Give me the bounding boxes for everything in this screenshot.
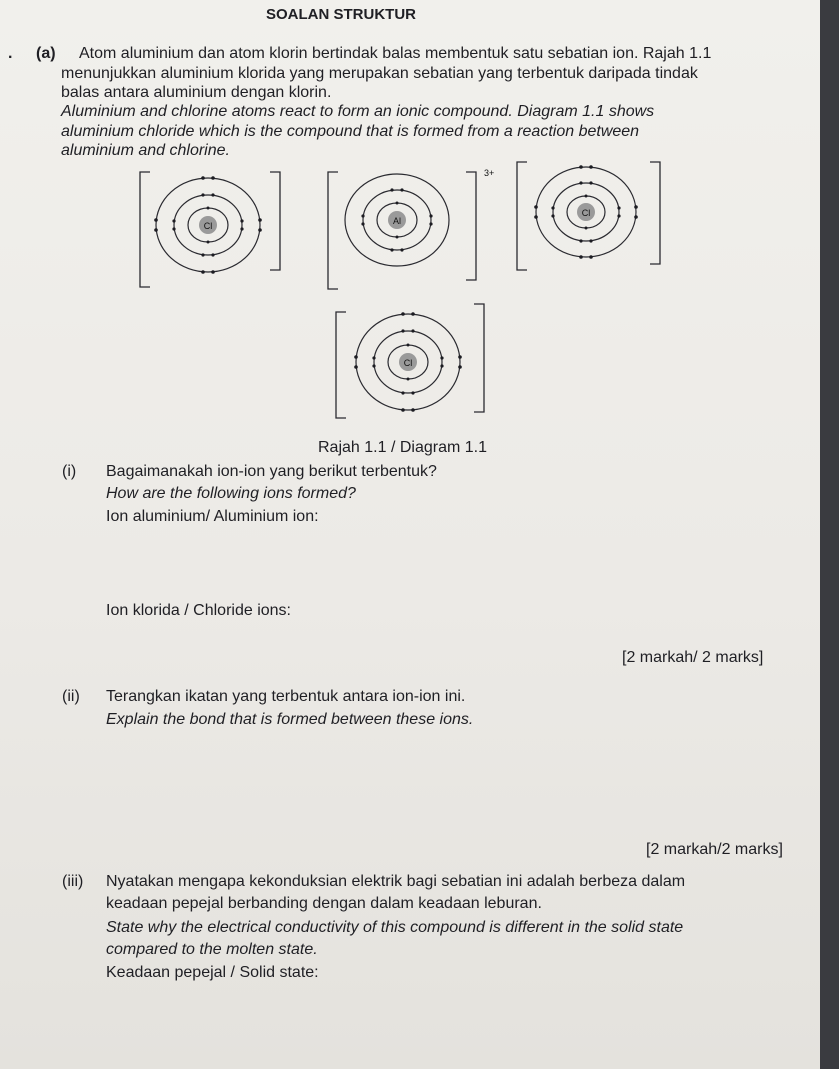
al-charge-label: 3+ [484,168,495,178]
part-i-english: How are the following ions formed? [106,485,356,502]
question-a-english-line-2: aluminium chloride which is the compound that is formed from a reaction between [61,123,640,140]
part-iii-malay-line-2: keadaan pepejal berbanding dengan dalam keadaan leburan. [106,895,542,912]
solid-state-prompt: Keadaan pepejal / Solid state: [106,964,319,981]
question-a-english-line-1: Aluminium and chlorine atoms react to form an ionic compound. Diagram 1.1 shows [61,103,655,120]
bracket-left-cl-ion-3 [336,312,346,418]
bracket-left-cl-ion-2 [517,162,527,270]
part-ii-english: Explain the bond that is formed between these ions. [106,711,474,728]
bracket-right-cl-ion-2 [650,162,660,264]
part-ii-marks: [2 markah/2 marks] [646,841,783,858]
nucleus-label-cl-2: Cl [581,208,591,218]
nucleus-label-cl-1: Cl [203,221,213,231]
part-iii-english-line-1: State why the electrical conductivity of this compound is different in the solid state [106,919,684,936]
bracket-right-cl-ion-3 [474,304,484,412]
bracket-left-al-ion [328,172,338,289]
diagram-caption: Rajah 1.1 / Diagram 1.1 [318,439,487,456]
question-a-malay-line-2: menunjukkan aluminium klorida yang merupakan sebatian yang terbentuk daripada tindak [61,65,698,82]
bracket-right-cl-ion-1 [270,172,280,270]
part-i-marks: [2 markah/ 2 marks] [622,649,764,666]
question-a-malay-line-3: balas antara aluminium dengan klorin. [61,84,332,101]
part-ii-malay: Terangkan ikatan yang terbentuk antara ion-ion ini. [106,688,466,705]
part-iii-malay-line-1: Nyatakan mengapa kekonduksian elektrik bagi sebatian ini adalah berbeza dalam [106,873,686,890]
nucleus-label-cl-3: Cl [403,358,413,368]
aluminium-ion [345,168,494,266]
part-iii-label: (iii) [62,873,84,890]
ionic-diagram [0,0,839,470]
chloride-ion-1 [154,176,262,274]
bracket-right-al-ion [466,172,476,280]
section-title: SOALAN STRUKTUR [266,6,416,23]
chloride-ion-2 [534,165,638,259]
part-iii-english-line-2: compared to the molten state. [106,941,318,958]
part-ii-label: (ii) [62,688,80,705]
aluminium-ion-prompt: Ion aluminium/ Aluminium ion: [106,508,319,525]
question-a-label: (a) [36,45,56,62]
bullet-dot: . [8,45,13,62]
bracket-left-cl-ion-1 [140,172,150,287]
question-a-english-line-3: aluminium and chlorine. [61,142,230,159]
chloride-ion-3 [354,312,462,412]
part-i-malay: Bagaimanakah ion-ion yang berikut terbentuk? [106,463,437,480]
question-a-malay-line-1: Atom aluminium dan atom klorin bertindak balas membentuk satu sebatian ion. Rajah 1.1 [79,45,712,62]
chloride-ions-prompt: Ion klorida / Chloride ions: [106,602,291,619]
part-i-label: (i) [62,463,77,480]
nucleus-label-al: Al [392,216,402,226]
